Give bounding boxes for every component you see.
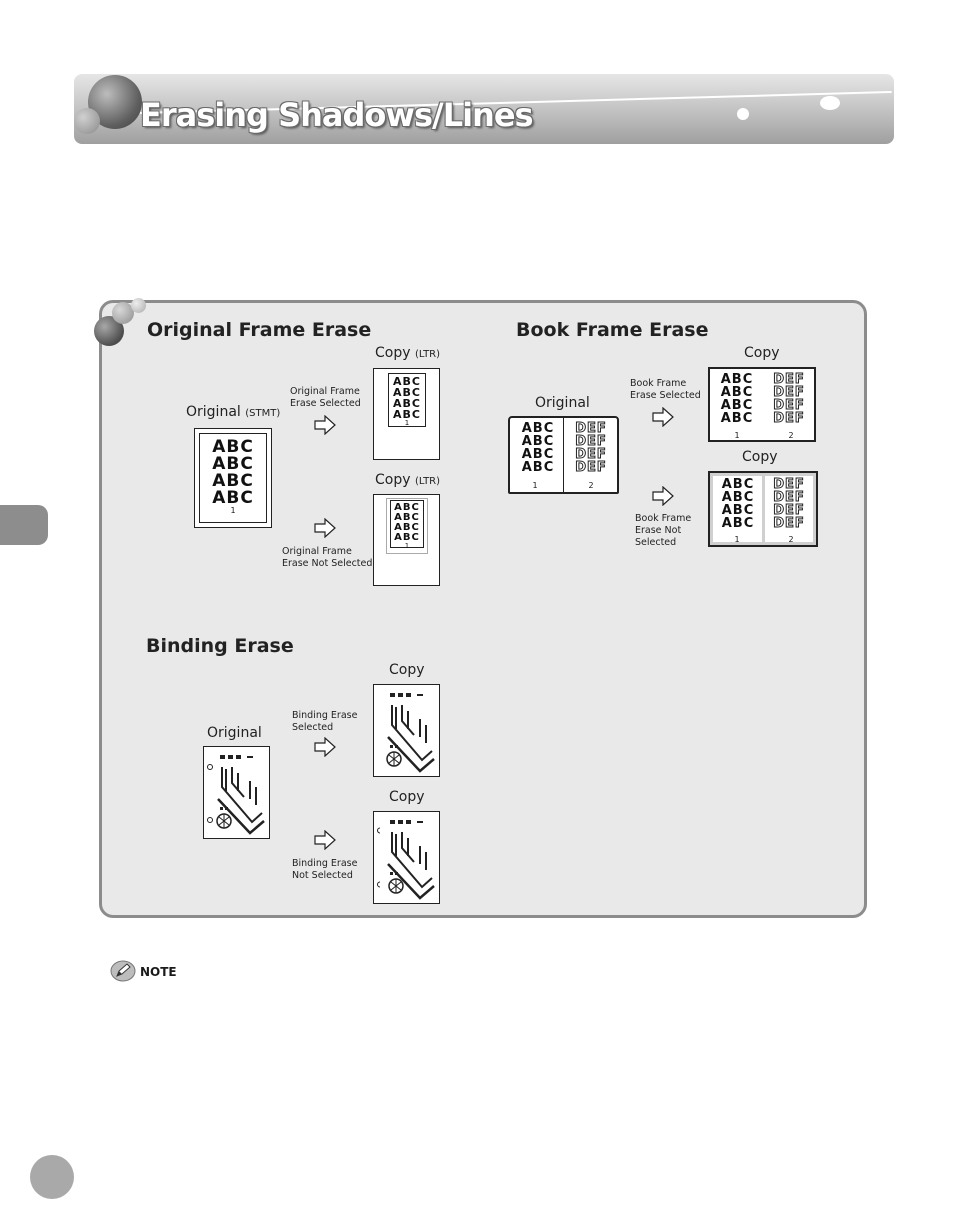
book-copy-label: Copy <box>742 449 778 465</box>
header-dot <box>820 96 840 110</box>
right-arrow-outline-icon <box>314 415 336 435</box>
binding-copy-erased-document <box>373 684 440 777</box>
page-number-badge <box>30 1155 74 1199</box>
header-dot <box>737 108 749 120</box>
right-arrow-outline-icon <box>314 830 336 850</box>
panel-sphere <box>131 298 146 313</box>
circuit-diagram-graphic <box>374 685 439 776</box>
circuit-diagram-graphic <box>204 747 269 838</box>
book-original-label: Original <box>535 395 590 411</box>
binding-copy-label: Copy <box>389 789 425 805</box>
open-book-original: ABC ABC ABC ABC DEF DEF DEF DEF 1 2 <box>508 416 619 494</box>
right-arrow-outline-icon <box>652 407 674 427</box>
binding-original-document <box>203 746 270 839</box>
chapter-tab <box>0 505 48 545</box>
section-title-book-frame: Book Frame Erase <box>516 319 709 341</box>
binding-original-label: Original <box>207 725 262 741</box>
right-arrow-outline-icon <box>314 518 336 538</box>
right-arrow-outline-icon <box>314 737 336 757</box>
header-sphere-small <box>74 108 100 134</box>
section-title-original-frame: Original Frame Erase <box>147 319 372 341</box>
copy-frame-not-erased-document: ABC ABC ABC ABC 1 <box>373 494 440 586</box>
page-title: Erasing Shadows/Lines <box>140 96 533 134</box>
note-label: NOTE <box>140 965 177 979</box>
copy-ltr-label: Copy (LTR) <box>375 345 441 361</box>
right-arrow-outline-icon <box>652 486 674 506</box>
pencil-note-icon <box>110 960 136 982</box>
section-title-binding: Binding Erase <box>146 635 294 657</box>
circuit-diagram-graphic <box>374 812 439 903</box>
caption-book-frame-not-selected: Book Frame Erase Not Selected <box>635 513 692 548</box>
book-copy-frame-not-erased: ABC ABC ABC ABC DEF DEF DEF DEF 1 2 <box>708 471 818 547</box>
binding-copy-label: Copy <box>389 662 425 678</box>
binding-copy-not-erased-document <box>373 811 440 904</box>
original-label: Original (STMT) <box>186 404 281 420</box>
book-copy-label: Copy <box>744 345 780 361</box>
original-stmt-document: ABC ABC ABC ABC 1 <box>194 428 272 528</box>
caption-binding-not-selected: Binding Erase Not Selected <box>292 858 358 881</box>
caption-original-frame-selected: Original Frame Erase Selected <box>290 386 361 409</box>
caption-book-frame-selected: Book Frame Erase Selected <box>630 378 701 401</box>
copy-frame-erased-document: ABC ABC ABC ABC 1 <box>373 368 440 460</box>
copy-ltr-label: Copy (LTR) <box>375 472 441 488</box>
book-copy-frame-erased: ABC ABC ABC ABC DEF DEF DEF DEF 1 2 <box>708 367 816 442</box>
caption-original-frame-not-selected: Original Frame Erase Not Selected <box>282 546 373 569</box>
caption-binding-selected: Binding Erase Selected <box>292 710 358 733</box>
